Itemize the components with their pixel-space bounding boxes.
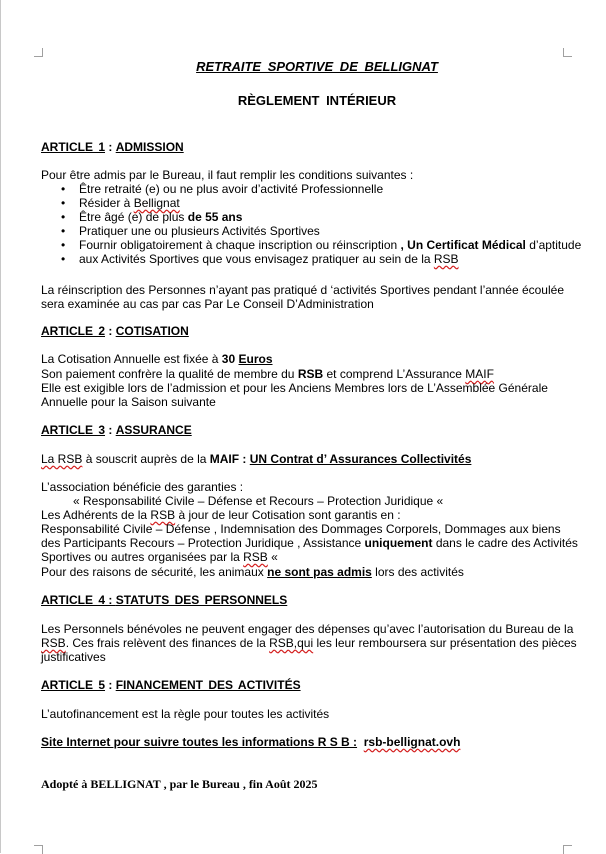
article-1-paragraph-line-2: sera examinée au cas par cas Par Le Conseil D’Administration xyxy=(41,297,374,311)
article-2-line-2: Son paiement confrère la qualité de membre du RSB et comprend L’Assurance MAIF xyxy=(41,367,494,381)
article-2-heading: ARTICLE 2 : COTISATION xyxy=(41,324,189,338)
article-4-heading: ARTICLE 4 : STATUTS DES PERSONNELS xyxy=(41,593,288,607)
article-2-line-1: La Cotisation Annuelle est fixée à 30 Euros xyxy=(41,352,273,366)
article-3-line-5: Responsabilité Civile – Défense , Indemnisation des Dommages Corporels, Dommages aux biens xyxy=(41,522,561,536)
list-item: • Pratiquer une ou plusieurs Activités Sportives xyxy=(59,224,581,238)
article-4-line-1: Les Personnels bénévoles ne peuvent engager des dépenses qu’avec l’autorisation du Bureau de la xyxy=(41,622,574,636)
document-subtitle: RÈGLEMENT INTÉRIEUR xyxy=(237,93,397,108)
article-3-line-4: Les Adhérents de la RSB à jour de leur Cotisation sont garantis en : xyxy=(41,508,401,522)
list-item: • Être retraité (e) ou ne plus avoir d’activité Professionnelle xyxy=(59,182,581,196)
article-1-intro: Pour être admis par le Bureau, il faut remplir les conditions suivantes : xyxy=(41,168,414,182)
article-5-heading: ARTICLE 5 : FINANCEMENT DES ACTIVITÉS xyxy=(41,678,301,692)
article-1-paragraph-line-1: La réinscription des Personnes n’ayant pas pratiqué d ‘activités Sportives pendant l’année écoulée xyxy=(41,283,564,297)
article-2-line-4: Annuelle pour la Saison suivante xyxy=(41,395,216,409)
article-1-heading: ARTICLE 1 : ADMISSION xyxy=(41,140,184,154)
margin-mark-top-right xyxy=(563,48,572,57)
website-link[interactable]: rsb-bellignat.ovh xyxy=(363,735,461,749)
article-3-line-3: « Responsabilité Civile – Défense et Recours – Protection Juridique « xyxy=(73,494,444,508)
website-label: Site Internet pour suivre toutes les informations R S B : xyxy=(41,735,358,749)
website-line xyxy=(41,735,460,749)
article-5-line-1: L’autofinancement est la règle pour toutes les activités xyxy=(41,707,330,721)
list-item-continuation: • aux Activités Sportives que vous envisagez pratiquer au sein de la RSB xyxy=(59,252,581,266)
article-3-line-8: Pour des raisons de sécurité, les animaux ne sont pas admis lors des activités xyxy=(41,565,464,579)
article-3-line-6: des Participants Recours – Protection Juridique , Assistance uniquement dans le cadre des Activités xyxy=(41,536,578,550)
article-4-line-2: RSB. Ces frais relèvent des finances de la RSB,qui les leur remboursera sur présentation des pièces xyxy=(41,636,577,650)
list-item: • Être âgé (e) de plus de 55 ans xyxy=(59,210,581,224)
admission-conditions-list xyxy=(59,182,581,266)
article-2-line-3: Elle est exigible lors de l’admission et pour les Anciens Membres lors de L’Assemblée Générale xyxy=(41,381,548,395)
article-3-line-7: Sportives ou autres organisées par la RSB « xyxy=(41,550,278,564)
list-item: • Fournir obligatoirement à chaque inscription ou réinscription , Un Certificat Médical d’aptitude xyxy=(59,238,581,252)
adoption-note: Adopté à BELLIGNAT , par le Bureau , fin Août 2025 xyxy=(41,777,318,791)
article-3-line-2: L’association bénéficie des garanties : xyxy=(41,480,244,494)
article-4-line-3: justificatives xyxy=(41,650,106,664)
article-3-line-1: La RSB à souscrit auprès de la MAIF : UN Contrat d’ Assurances Collectivités xyxy=(41,452,472,466)
article-3-heading: ARTICLE 3 : ASSURANCE xyxy=(41,423,192,437)
document-title: RETRAITE SPORTIVE DE BELLIGNAT xyxy=(196,59,438,74)
list-item: • Résider à Bellignat xyxy=(59,196,581,210)
margin-mark-top-left xyxy=(34,48,43,57)
